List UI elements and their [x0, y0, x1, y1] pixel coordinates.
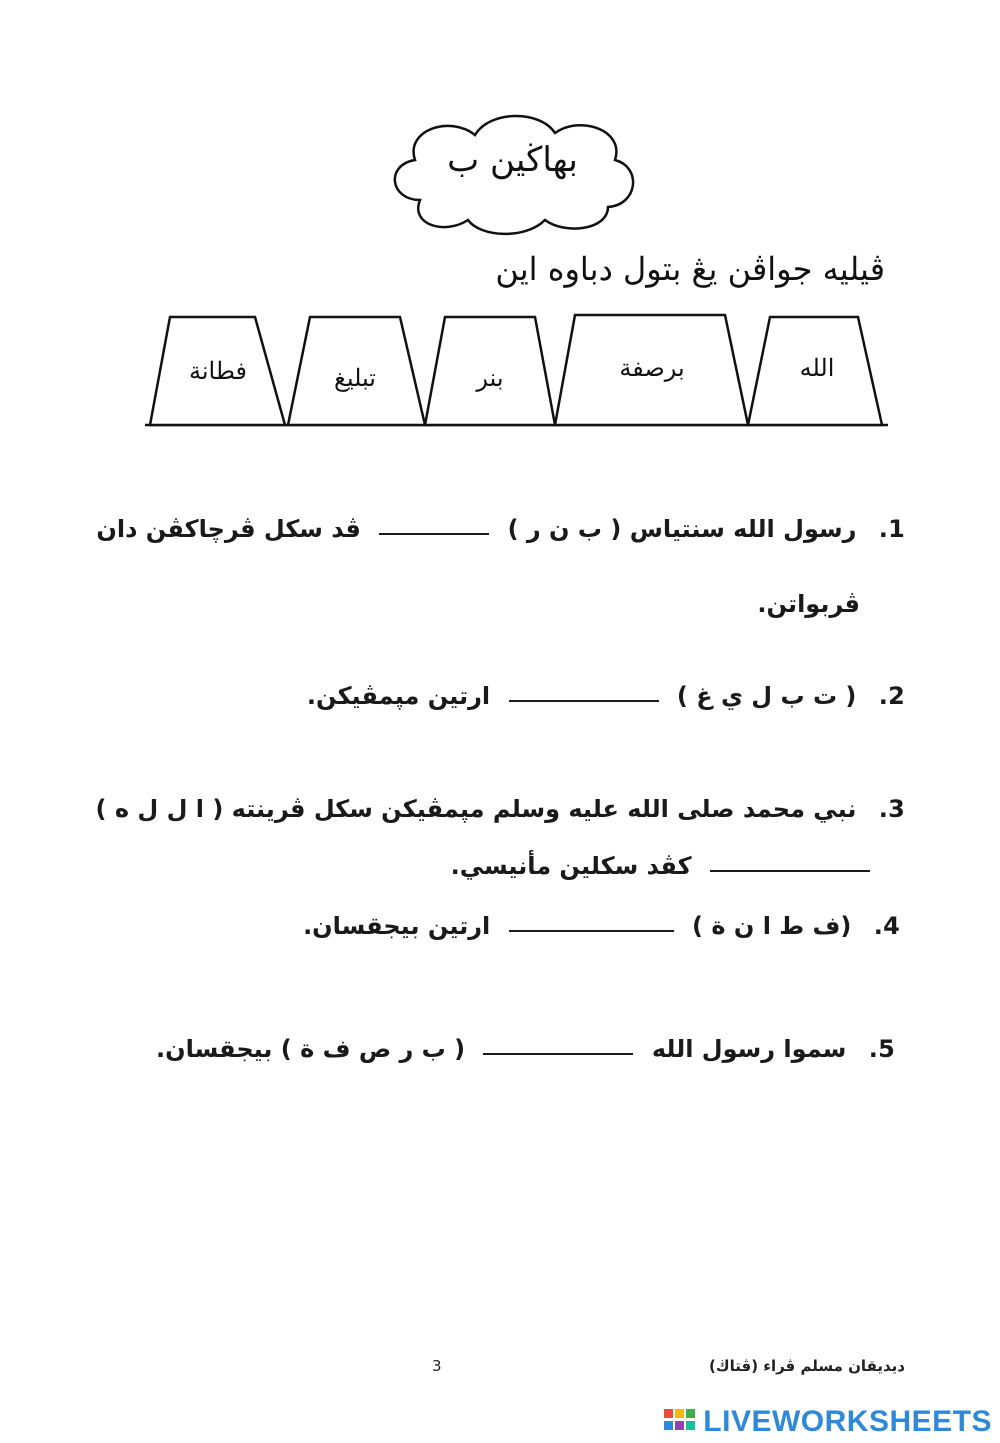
answer-blank[interactable]	[379, 533, 489, 535]
answer-blank[interactable]	[483, 1053, 633, 1055]
question-number: 3.	[878, 795, 905, 823]
question-4	[303, 912, 900, 940]
question-text: کڤد سکلين مأنيسي.	[450, 852, 692, 880]
answer-blank[interactable]	[710, 870, 870, 872]
question-number: 2.	[878, 682, 905, 710]
brand-name: LIVEWORKSHEETS	[703, 1405, 992, 1438]
word-bank-item: تبليغ	[334, 364, 376, 392]
question-text: ارتين بيجقسان.	[303, 912, 491, 940]
question-2	[307, 682, 905, 710]
word-bank-item: بنر	[476, 364, 504, 392]
question-1	[96, 515, 905, 543]
question-5	[156, 1035, 895, 1063]
question-text: نبي محمد صلى الله عليه وسلم مپمڤيکن سکل ڤرينته ( ا ل ل ه )	[95, 795, 857, 823]
question-number: 1.	[878, 515, 905, 543]
answer-blank[interactable]	[509, 930, 674, 932]
question-text: ارتين مپمڤيکن.	[306, 682, 491, 710]
question-text: سموا رسول الله	[651, 1035, 847, 1063]
question-number: 5.	[868, 1035, 895, 1063]
question-3-continuation	[451, 852, 870, 880]
question-text: ڤد سکل ڤرچاکڤن دان	[96, 515, 361, 543]
question-text: ( ت ب ل ي غ )	[676, 682, 857, 710]
section-title: بهاڬين ب	[447, 140, 578, 180]
instruction-text: ڤيليه جواڤن يڠ بتول دباوه اين	[495, 250, 885, 288]
question-number: 4.	[873, 912, 900, 940]
answer-blank[interactable]	[509, 700, 659, 702]
liveworksheets-logo	[663, 1405, 992, 1439]
question-text: (ف ط ا ن ة )	[692, 912, 852, 940]
word-bank-item: فطانة	[188, 357, 248, 385]
page-number: 3	[432, 1357, 442, 1375]
word-bank-item: برصفة	[619, 354, 685, 382]
footer-title: ديديقان مسلم ڤراء (ڤتاڬ)	[709, 1357, 905, 1375]
liveworksheets-icon	[663, 1407, 697, 1437]
word-bank-item: الله	[799, 354, 835, 382]
question-1-continuation: ڤربواتن.	[757, 590, 860, 618]
question-text: رسول الله سنتياس ( ب ن ر )	[507, 515, 857, 543]
question-3	[96, 795, 905, 823]
question-text: ( ب ر ص ف ة ) بيجقسان.	[156, 1035, 466, 1063]
